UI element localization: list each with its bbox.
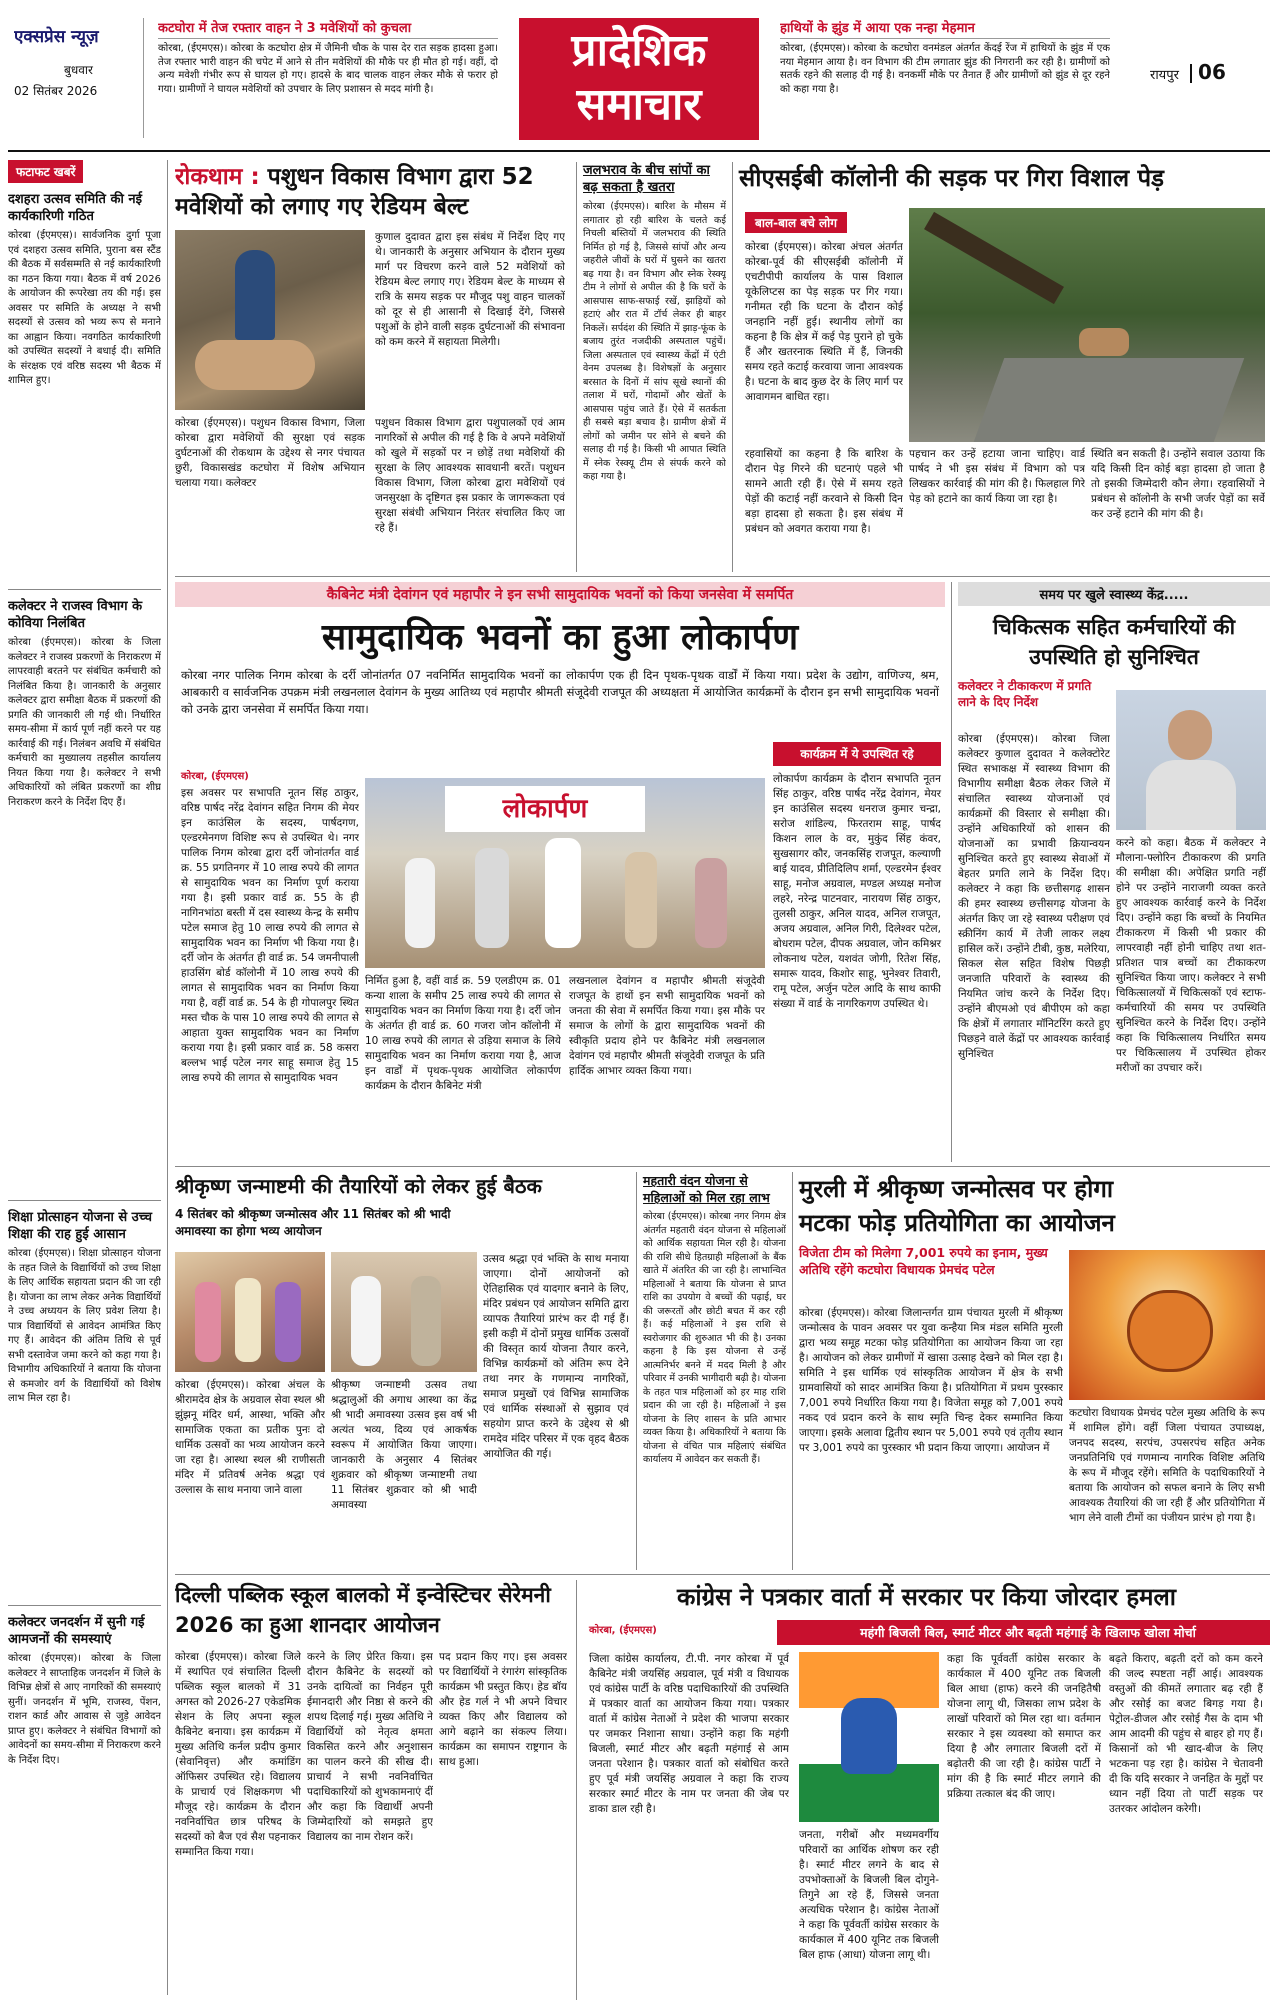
road-shape [974,358,1245,442]
story-column: उत्सव श्रद्धा एवं भक्ति के साथ मनाया जाएगा। दोनों आयोजनों को ऐतिहासिक एवं यादगार बनाने के लिए, मंदिर प्रबंधन एवं आयोजन समिति द्वारा व्यापक तैयारियां प्रारंभ कर दी गई हैं। इसी कड़ी में दोनों प्रमुख धार्मिक उत्सवों की विस्तृत कार्य योजना तैयार करने, विभिन्न कार्यक्रमों को अंतिम रूप देने तथा नगर के गणमान्य नागरिकों, समाज प्रमुखों एवं विभिन्न सामाजिक एवं धार्मिक संस्थाओं से सुझाव एवं सहयोग प्राप्त करने के उद्देश्य से श्री रामदेव मंदिर परिसर में एक वृहद बैठक आयोजित की गई। [483,1253,629,1460]
sidebar-item-text: कोरबा (ईएमएस)। कोरबा के जिला कलेक्टर ने साप्ताहिक जनदर्शन में जिले के विभिन्न क्षेत्रों से आए नागरिकों की समस्याएं सुनीं। जनदर्शन में भूमि, राजस्व, पेंशन, राशन कार्ड और आवास से जुड़े आवेदन प्राप्त हुए। कलेक्टर ने संबंधित विभागों को आवेदनों का समय-सीमा में निराकरण करने के निर्देश दिए। [8,1653,161,1766]
sidebar-item-text: कोरबा (ईएमएस)। कोरबा के जिला कलेक्टर ने राजस्व प्रकरणों के निराकरण में लापरवाही बरतने पर संबंधित कर्मचारी को निलंबित किया है। जानकारी के अनुसार कलेक्टर द्वारा समीक्षा बैठक में प्रकरणों की प्रगति की जानकारी ली गई थी। निर्धारित समय-सीमा में कार्य पूर्ण नहीं करने पर यह कार्रवाई की गई। निलंबन अवधि में संबंधित कर्मचारी का मुख्यालय तहसील कार्यालय नियत किया गया है। कलेक्टर ने सभी अधिकारियों को लंबित प्रकरणों का शीघ्र निराकरण करने के निर्देश दिए हैं। [8,637,161,808]
story-column: करने के लिए प्रेरित किया। इस दौरान कैबिनेट के सदस्यों को उनके दायित्वों का निर्वहन पूरी ईमानदारी और निष्ठा से करने की शपथ दिलाई गई। मुख्य अतिथि ने विद्यार्थियों को नेतृत्व क्षमता विकसित करने और अनुशासन का पालन करने की सीख दी। प्राचार्य ने सभी नवनिर्वाचित पदाधिकारियों को शुभकामनाएं दीं और कहा कि विद्यार्थी अपनी जिम्मेदारियों को समझते हुए विद्यालय का नाम रोशन करें। [307,1651,433,1843]
divider [175,1574,1270,1575]
story-women [636,1172,786,1570]
person-figure [405,858,435,948]
cow-figure [1079,328,1129,356]
person-figure [195,1282,221,1362]
masthead [0,0,1279,150]
story-column: इस अवसर पर सभापति नूतन सिंह ठाकुर, वरिष्ठ पार्षद नरेंद्र देवांगन सहित निगम की मेयर इन काउंसिल के सदस्य, पार्षदगण, एल्डरमेनगण विशिष्ट रूप से उपस्थित थे। नगर पालिक निगम कोरबा द्वारा दर्री जोनांतर्गत वार्ड क्र. 55 प्रगतिनगर में 10 लाख रुपये की लागत से सामुदायिक भवन का निर्माण पूर्ण कराया गया है। इसी प्रकार वार्ड क्र. 55 के ही नागिनभांठा बस्ती में दस स्वास्थ्य केन्द्र के समीप पटेल समाज हेतु 10 लाख रुपये की लागत से सामुदायिक भवन का निर्माण भी किया गया है। दर्री जोन के अंतर्गत ही वार्ड क्र. 54 जमनीपाली हाउसिंग बोर्ड कॉलोनी में 10 लाख रुपये की लागत से सामुदायिक भवन का निर्माण किया गया है, वहीं वार्ड क्र. 54 के ही गोपालपुर स्थित मस्त चौक के पास 10 लाख रुपये की लागत से आहाता युक्त सामुदायिक भवन का निर्माण कराया गया है। इसी प्रकार वार्ड क्र. 58 कसरा बल्लभ भाई पटेल नगर साहू समाज हेतु 15 लाख रुपये की लागत से सामुदायिक भवन [181,787,359,1084]
story-title: सीएसईबी कॉलोनी की सड़क पर गिरा विशाल पेड़ [739,164,1164,192]
person-figure [235,1278,261,1362]
issue-day: बुधवार [64,63,93,77]
story-column: बढ़ते किराए, बढ़ती दरों को कम करने की जल्द स्पष्टता नहीं आई। आवश्यक वस्तुओं की कीमतें लगातार बढ़ रही हैं और रसोई का बजट बिगड़ गया है। पेट्रोल-डीजल और रसोई गैस के दाम भी आम आदमी की पहुंच से बाहर हो गए हैं। किसानों को भी खाद-बीज के लिए भटकना पड़ रहा है। कांग्रेस ने चेतावनी दी कि यदि सरकार ने जनहित के मुद्दों पर ध्यान नहीं दिया तो पार्टी सड़क पर उतरकर आंदोलन करेगी। [1109,1653,1263,1815]
story-column: कुणाल दुदावत द्वारा इस संबंध में निर्देश दिए गए थे। जानकारी के अनुसार अभियान के दौरान मुख्य मार्ग पर विचरण करने वाले 52 मवेशियों को रेडियम बेल्ट लगाए गए। रेडियम बेल्ट के माध्यम से रात्रि के समय सड़क पर मौजूद पशु वाहन चालकों को दूर से ही आसानी से दिखाई देंगे, जिससे पशुओं के होने वाली सड़क दुर्घटनाओं की संभावना को कम करने में सहायता मिलेगी। [375,231,565,348]
story-health [951,582,1270,1162]
story-column: स्थिति बन सकती है। उन्होंने सवाल उठाया कि यदि किसी दिन कोई बड़ा हादसा हो जाता है तो इसकी जिम्मेदारी कौन लेगा। रहवासियों ने प्रबंधन से कॉलोनी के सभी जर्जर पेड़ों का सर्वे कर उन्हें हटाने की मांग की है। [1091,448,1265,520]
sidebar-item-text: कोरबा (ईएमएस)। शिक्षा प्रोत्साहन योजना के तहत जिले के विद्यार्थियों को उच्च शिक्षा के लिए आर्थिक सहायता प्रदान की जा रही है। योजना का लाभ लेकर अनेक विद्यार्थियों ने उच्च अध्ययन के लिए प्रवेश लिया है। पात्र विद्यार्थियों से आवेदन आमंत्रित किए गए हैं। आवेदन की अंतिम तिथि से पूर्व सभी दस्तावेज जमा करने को कहा गया है। विभागीय अधिकारियों ने बताया कि योजना से कमजोर वर्ग के विद्यार्थियों को विशेष लाभ मिल रहा है। [8,1248,161,1404]
story-column: जनता, गरीबों और मध्यमवर्गीय परिवारों का आर्थिक शोषण कर रही है। स्मार्ट मीटर लगने के बाद से उपभोक्ताओं के बिजली बिल दोगुने-तिगुने आ रहे हैं, जिससे जनता अत्यधिक परेशान है। कांग्रेस नेताओं ने कहा कि पूर्ववर्ती कांग्रेस सरकार के कार्यकाल में 400 यूनिट तक बिजली बिल हाफ (आधा) योजना लागू थी। [799,1829,939,1961]
paper-name: एक्सप्रेस न्यूज़ [14,27,99,47]
teaser-text: कोरबा, (ईएमएस)। कोरबा के कटघोरा क्षेत्र में जैमिनी चौक के पास देर रात सड़क हादसा हुआ। तेज रफ्तार भारी वाहन की चपेट में आने से तीन मवेशियों की मौके पर ही मौत हो गई। वहीं, दो अन्य मवेशी गंभीर रूप से घायल हो गए। हादसे के बाद चालक वाहन लेकर मौके से फरार हो गया। ग्रामीणों ने घायल मवेशियों को उपचार के लिए प्रशासन से मदद मांगी है। [158,43,498,95]
dateline: कोरबा, (ईएमएस) [589,1625,657,1636]
story-column: कहा कि पूर्ववर्ती कांग्रेस सरकार के कार्यकाल में 400 यूनिट तक बिजली बिल आधा (हाफ) करने की जनहितैषी योजना लागू थी, जिसका लाभ प्रदेश के लाखों परिवारों को मिल रहा था। वर्तमान सरकार ने इस व्यवस्था को समाप्त कर दिया है और लगातार बिजली दरों में बढ़ोतरी की जा रही है। कांग्रेस पार्टी ने मांग की है कि स्मार्ट मीटर लगाने की प्रक्रिया तत्काल बंद की जाए। [947,1653,1101,1800]
story-cattle [175,162,570,572]
page-number-box [1150,60,1270,100]
portrait-head [1168,710,1212,760]
section-title-box [519,18,759,140]
story-column: कटघोरा विधायक प्रेमचंद पटेल मुख्य अतिथि के रूप में शामिल होंगे। वहीं जिला पंचायत उपाध्यक्ष, जनपद सदस्य, सरपंच, उपसरपंच सहित अनेक जनप्रतिनिधि एवं गणमान्य नागरिक विशिष्ट अतिथि के रूप में मौजूद रहेंगे। समिति के पदाधिकारियों ने बताया कि आयोजन को सफल बनाने के लिए सभी आवश्यक तैयारियां की जा रही हैं और प्रतियोगिता में भाग लेने वाली टीमों का पंजीयन प्रारंभ हो गया है। [1069,1407,1265,1524]
sidebar-item [8,598,161,1201]
story-column: लखनलाल देवांगन व महापौर श्रीमती संजूदेवी राजपूत के हाथों इन सभी सामुदायिक भवनों को जनता की सेवा में समर्पित किया गया। इस मौके पर समाज के लोगों के द्वारा सामुदायिक भवनों की स्वीकृति प्रदाय होने पर कैबिनेट मंत्री लखनलाल देवांगन एवं महापौर श्रीमती संजूदेवी राजपूत के प्रति हार्दिक आभार व्यक्त किया गया। [569,975,765,1077]
divider [175,1166,1270,1167]
masthead-rule [8,150,1270,152]
story-column: पशुधन विकास विभाग द्वारा पशुपालकों एवं आम नागरिकों से अपील की गई है कि वे अपने मवेशियों को खुले में सड़कों पर न छोड़ें तथा मवेशियों की सुरक्षा के लिए आवश्यक सावधानी बरतें। पशुधन विकास विभाग, जिला कोरबा द्वारा मवेशियों एवं जनसुरक्षा के दृष्टिगत इस प्रकार के जागरूकता एवं सुरक्षा संबंधी अभियान निरंतर संचालित किए जा रहे हैं। [375,417,565,534]
story-column: श्रीकृष्ण जन्माष्टमी उत्सव तथा श्रद्धालुओं की अगाध आस्था का केंद्र श्री भादी अमावस्या उत्सव इस वर्ष भी अत्यंत भव्य, दिव्य एवं आकर्षक स्वरूप में आयोजित किया जाएगा। जानकारी के अनुसार 4 सितंबर शुक्रवार को श्रीकृष्ण जन्माष्टमी तथा 11 सितंबर शुक्रवार को श्री भादी अमावस्या [331,1379,477,1511]
story-column: कोरबा (ईएमएस)। कोरबा अंचल अंतर्गत कोरबा-पूर्व की सीएसईबी कॉलोनी में एचटीपीपी कार्यालय के पास विशाल यूकेलिप्टस का पेड़ सड़क पर गिर गया। गनीमत रही कि घटना के दौरान कोई जनहानि नहीं हुई। स्थानीय लोगों का कहना है कि क्षेत्र में कई पेड़ पुराने हो चुके हैं और खतरनाक स्थिति में हैं, जिनकी समय रहते कटाई करवाया जाना आवश्यक है। घटना के बाद कुछ देर के लिए मार्ग पर आवागमन बाधित रहा। [745,241,903,403]
story-title: कांग्रेस ने पत्रकार वार्ता में सरकार पर किया जोरदार हमला [676,1583,1176,1611]
story-kicker: रोकथाम : [175,164,260,190]
divider [175,576,1270,577]
story-title: चिकित्सक सहित कर्मचारियों की उपस्थिति हो सुनिश्चित [992,615,1236,669]
sidebar [8,160,168,1995]
story-kicker: कैबिनेट मंत्री देवांगन एवं महापौर ने इन सभी सामुदायिक भवनों को किया जनसेवा में समर्पित [175,582,945,607]
story-congress [576,1580,1270,2000]
story-subkicker: महंगी बिजली बिल, स्मार्ट मीटर और बढ़ती महंगाई के खिलाफ खोला मोर्चा [777,1620,1270,1645]
sidebar-item-title: कलेक्टर ने राजस्व विभाग के कोविया निलंबित [8,599,143,631]
story-title: जलभराव के बीच सांपों का बढ़ सकता है खतरा [583,163,710,195]
photo-caption: कोरबा (ईएमएस)। कोरबा अंचल के श्रीरामदेव क्षेत्र के अग्रवाल सेवा स्थल श्री झुंझनू मंदिर धर्म, आस्था, भक्ति और सामाजिक एकता का प्रतीक पुनः दो धार्मिक उत्सवों का भव्य आयोजन करने जा रहा है। आस्था स्थल श्री राणीसती मंदिर में प्रतिवर्ष अनेक श्रद्धा एवं उल्लास के साथ मनाया जाने वाला [175,1379,325,1496]
section-title-line2: समाचार [576,79,702,130]
collector-portrait [1116,690,1266,830]
person-figure [351,1276,381,1366]
story-subkicker: विजेता टीम को मिलेगा 7,001 रुपये का इनाम, मुख्य अतिथि रहेंगे कटघोरा विधायक प्रेमचंद पटेल [799,1245,1048,1277]
story-intro: कोरबा नगर पालिक निगम कोरबा के दर्री जोनांतर्गत 07 नवनिर्मित सामुदायिक भवनों का लोकार्पण एक ही दिन पृथक-पृथक वार्डों में किया गया। प्रदेश के उद्योग, वाणिज्य, श्रम, आबकारी व सार्वजनिक उपक्रम मंत्री लखनलाल देवांगन के मुख्य आतिथ्य एवं महापौर श्रीमती संजूदेवी राजपूत की अध्यक्षता में आयोजित कार्यक्रमों के दौरान इन सभी सामुदायिक भवनों को उनके द्वारा जनसेवा में समर्पित किया गया। [181,668,939,716]
person-figure [235,250,275,340]
story-column: पद प्रदान किए गए। इस अवसर पर विद्यार्थियों ने रंगारंग सांस्कृतिक कार्यक्रम भी प्रस्तुत किए। हेड बॉय और हेड गर्ल ने भी अपने विचार व्यक्त किए और विद्यालय को आगे बढ़ाने का संकल्प लिया। कार्यक्रम का समापन राष्ट्रगान के साथ हुआ। [439,1651,567,1768]
person-figure [625,852,657,948]
top-left-teaser [158,18,498,128]
story-photo [175,230,365,410]
section-title-line1: प्रादेशिक [571,25,707,76]
story-kicker: समय पर खुले स्वास्थ्य केंद्र..... [958,582,1270,606]
sidebar-item [8,191,161,590]
city-label: रायपुर [1150,68,1179,83]
story-text: कोरबा (ईएमएस)। कोरबा नगर निगम क्षेत्र अंतर्गत महतारी वंदन योजना से महिलाओं को आर्थिक सहायता मिल रही है। योजना की राशि सीधे हितग्राही महिलाओं के बैंक खाते में अंतरित की जा रही है। लाभान्वित महिलाओं ने बताया कि योजना से प्राप्त राशि का उपयोग वे बच्चों की पढ़ाई, घर की जरूरतों और छोटी बचत में कर रही हैं। कई महिलाओं ने इस राशि से स्वरोजगार की शुरुआत भी की है। उनका कहना है कि इस योजना से उन्हें आत्मनिर्भर बनने में मदद मिली है और परिवार में उनकी भागीदारी बढ़ी है। योजना के तहत पात्र महिलाओं को हर माह राशि प्रदान की जा रही है। महिलाओं ने इस योजना के लिए शासन के प्रति आभार व्यक्त किया है। अधिकारियों ने बताया कि योजना से वंचित पात्र महिलाएं संबंधित कार्यालय में आवेदन कर सकती हैं। [643,1211,786,1465]
story-title: पशुधन विकास विभाग द्वारा 52 मवेशियों को लगाए गए रेडियम बेल्ट [175,164,534,220]
story-subhead: बाल-बाल बचे लोग [745,212,847,233]
story-title: दिल्ली पब्लिक स्कूल बालको में इन्वेस्टिचर सेरेमनी 2026 का हुआ शानदार आयोजन [175,1583,551,1637]
attendees-box [773,742,941,1156]
story-text: कोरबा (ईएमएस)। बारिश के मौसम में लगातार हो रही बारिश के चलते कई निचली बस्तियों में जलभराव की स्थिति निर्मित हो गई है, जिससे सांपों और अन्य जहरीले जीवों के घरों में घुसने का खतरा बढ़ गया है। वन विभाग और स्नेक रेस्क्यू टीम ने लोगों से अपील की है कि घरों के आसपास साफ-सफाई रखें, झाड़ियों को हटाएं और रात में टॉर्च लेकर ही बाहर निकलें। सर्पदंश की स्थिति में झाड़-फूंक के बजाय तुरंत नजदीकी अस्पताल पहुंचें। जिला अस्पताल एवं स्वास्थ्य केंद्रों में एंटी वेनम उपलब्ध है। विशेषज्ञों के अनुसार बरसात के दिनों में सांप सूखे स्थानों की तलाश में घरों, गोदामों और खेतों के आसपास पहुंच जाते हैं। ऐसे में सतर्कता ही सबसे बड़ा बचाव है। ग्रामीण क्षेत्रों में लोगों को जमीन पर सोने से बचने की सलाह दी गई है। किसी भी आपात स्थिति में स्नेक रेस्क्यू टीम से संपर्क करने को कहा गया है। [583,201,726,482]
story-subkicker: 4 सितंबर को श्रीकृष्ण जन्मोत्सव और 11 सितंबर को श्री भादी अमावस्या का होगा भव्य आयोजन [175,1207,451,1238]
story-column: करने को कहा। बैठक में कलेक्टर ने मौलाना-फ्लोरिन टीकाकरण की प्रगति की समीक्षा की। अपेक्षित प्रगति नहीं होने पर उन्होंने नाराजगी व्यक्त करते हुए आवश्यक कार्रवाई करने के निर्देश दिए। उन्होंने कहा कि बच्चों के नियमित टीकाकरण में किसी भी प्रकार की लापरवाही नहीं होनी चाहिए तथा शत-प्रतिशत पात्र बच्चों का टीकाकरण सुनिश्चित किया जाए। कलेक्टर ने सभी चिकित्सालयों में चिकित्सकों एवं स्टाफ-कर्मचारियों की समय पर उपस्थिति सुनिश्चित करने के निर्देश दिए। उन्होंने कहा कि चिकित्सालय निर्धारित समय पर चिकित्सालय में उपस्थित होकर मरीजों का उपचार करें। [1116,837,1266,1074]
page-number: 06 [1198,60,1226,84]
story-community [175,582,945,1162]
sidebar-item-title: दशहरा उत्सव समिति की नई कार्यकारिणी गठित [8,192,142,224]
story-title: श्रीकृष्ण जन्माष्टमी की तैयारियों को लेकर हुई बैठक [175,1174,542,1198]
dateline: कोरबा, (ईएमएस) [181,771,249,782]
matka-pot [1127,1290,1213,1372]
issue-date: 02 सितंबर 2026 [14,84,98,98]
fallen-tree [924,212,1064,304]
attendees-box-title: कार्यक्रम में ये उपस्थित रहे [773,742,941,766]
story-title-line1: मुरली में श्रीकृष्ण जन्मोत्सव पर होगा [799,1175,1114,1203]
story-photo [365,778,765,968]
story-title: सामुदायिक भवनों का हुआ लोकार्पण [321,617,799,658]
story-column: कोरबा (ईएमएस)। कोरबा जिलान्तर्गत ग्राम पंचायत मुरली में श्रीकृष्ण जन्मोत्सव के पावन अवसर पर युवा कन्हैया मित्र मंडल समिति मुरली द्वारा भव्य समूह मटका फोड़ प्रतियोगिता का आयोजन किया जा रहा है। आयोजन को लेकर ग्रामीणों में खासा उत्साह देखने को मिल रहा है। समिति ने इस धार्मिक एवं सांस्कृतिक आयोजन में क्षेत्र के सभी ग्रामवासियों को सादर आमंत्रित किया है। प्रतियोगिता में प्रथम पुरस्कार 7,001 रुपये निर्धारित किया गया है। विजेता समूह को 7,001 रुपये नकद एवं प्रदान करने के साथ स्मृति चिन्ह देकर सम्मानित किया जाएगा। इसके अलावा द्वितीय स्थान पर 5,001 रुपये एवं तृतीय स्थान पर 3,001 रुपये का पुरस्कार भी प्रदान किया जाएगा। आयोजन में [799,1307,1063,1454]
story-column: कोरबा (ईएमएस)। कोरबा जिले में स्थापित एवं संचालित दिल्ली पब्लिक स्कूल बालको में 31 अगस्त को 2026-27 एकेडमिक सेशन के लिए अपना स्कूल कैबिनेट बनाया। इस कार्यक्रम में मुख्य अतिथि कर्नल प्रदीप कुमार (सेवानिवृत्त) और कमांडिंग ऑफिसर उपस्थित रहे। विद्यालय के प्राचार्य एवं शिक्षकगण भी मौजूद रहे। कार्यक्रम के दौरान नवनिर्वाचित छात्र परिषद के सदस्यों को बैज एवं सैश पहनाकर सम्मानित किया गया। [175,1651,301,1858]
story-title: महतारी वंदन योजना से महिलाओं को मिल रहा लाभ [643,1173,770,1205]
teaser-title: कटघोरा में तेज रफ्तार वाहन ने 3 मवेशियों को कुचला [158,18,498,39]
story-murli [792,1172,1270,1570]
portrait-body [1146,760,1236,830]
person-figure [275,1282,301,1362]
sidebar-item-title: कलेक्टर जनदर्शन में सुनी गई आमजनों की समस्याएं [8,1615,145,1647]
story-photo [909,208,1265,442]
sidebar-header: फटाफट खबरें [8,160,83,183]
top-right-teaser [780,18,1110,128]
story-subkicker: कलेक्टर ने टीकाकरण में प्रगति लाने के दिए निर्देश [958,679,1092,709]
sidebar-item [8,1209,161,1606]
matka-photo [1069,1250,1265,1400]
story-column: कोरबा (ईएमएस)। कोरबा जिला कलेक्टर कुणाल दुदावत ने कलेक्टोरेट स्थित सभाकक्ष में स्वास्थ्य विभाग की विभागीय समीक्षा बैठक लेकर जिले में संचालित स्वास्थ्य योजनाओं एवं कार्यक्रमों की विस्तार से समीक्षा की। उन्होंने अधिकारियों को शासन की योजनाओं का प्रभावी क्रियान्वयन सुनिश्चित करते हुए स्वास्थ्य सेवाओं में बेहतर प्रगति लाने के निर्देश दिए। कलेक्टर ने कहा कि छत्तीसगढ़ शासन की हमर स्वास्थ्य छत्तीसगढ़ योजना के अंतर्गत किए जा रहे स्वास्थ्य परीक्षण एवं स्क्रीनिंग कार्य में तेजी लाकर लक्ष्य हासिल करें। उन्होंने टीबी, कुष्ठ, मलेरिया, सिकल सेल सहित विशेष पिछड़ी जनजाति परिवारों के स्वास्थ्य की नियमित जांच करने के निर्देश दिए। उन्होंने बीएमओ एवं बीपीएम को कहा कि क्षेत्रों में लगातार मॉनिटरिंग करते हुए पिछड़ने वाले केंद्रों पर आवश्यक कार्रवाई सुनिश्चित [958,733,1110,1060]
party-logo-photo [799,1652,939,1822]
story-photo-2 [331,1252,477,1372]
person-figure [411,1276,441,1366]
story-column: जिला कांग्रेस कार्यालय, टी.पी. नगर कोरबा में पूर्व कैबिनेट मंत्री जयसिंह अग्रवाल, पूर्व मंत्री व विधायक एवं कांग्रेस पार्टी के वरिष्ठ पदाधिकारियों की उपस्थिति में पत्रकार वार्ता का आयोजन किया गया। पत्रकार वार्ता में कांग्रेस नेताओं ने प्रदेश की भाजपा सरकार पर जमकर निशाना साधा। उन्होंने कहा कि महंगी बिजली, स्मार्ट मीटर और बढ़ती महंगाई से आम जनता परेशान है। पत्रकार वार्ता को संबोधित करते हुए पूर्व मंत्री जयसिंह अग्रवाल ने कहा कि राज्य सरकार स्मार्ट मीटर के नाम पर जनता की जेब पर डाका डाल रही है। [589,1653,789,1815]
story-headline [175,162,570,222]
story-tree [732,162,1270,572]
story-column: पहचान कर उन्हें हटाया जाना चाहिए। वार्ड पार्षद ने भी इस संबंध में विभाग को पत्र लिखकर कार्रवाई की मांग की है। फिलहाल गिरे पेड़ को हटाने का कार्य किया जा रहा है। [909,448,1085,505]
story-column: रहवासियों का कहना है कि बारिश के दौरान पेड़ गिरने की घटनाएं पहले भी सामने आती रही हैं। ऐसे में समय रहते पेड़ों की कटाई नहीं करवाने से किसी दिन बड़ा हादसा हो सकता है। इस संबंध में प्रबंधन को अवगत कराया गया है। [745,448,903,535]
sidebar-item [8,1614,161,1994]
person-figure [545,838,581,948]
story-column: निर्मित हुआ है, वहीं वार्ड क्र. 59 एलडीएम क्र. 01 कन्या शाला के समीप 25 लाख रुपये की लागत से सामुदायिक भवन का निर्माण किया गया है। दर्री जोन के अंतर्गत ही वार्ड क्र. 60 गजरा जोन कॉलोनी में 10 लाख रुपये की लागत से उड़िया समाज के लिये सामुदायिक भवन का निर्माण कराया गया है, आज इन वार्डों में पृथक-पृथक आयोजित लोकार्पण कार्यक्रम के दौरान कैबिनेट मंत्री [365,975,561,1092]
teaser-title: हाथियों के झुंड में आया एक नन्हा मेहमान [780,18,1110,39]
sidebar-item-text: कोरबा (ईएमएस)। सार्वजनिक दुर्गा पूजा एवं दशहरा उत्सव समिति, पुराना बस स्टैंड की बैठक में सर्वसम्मति से नई कार्यकारिणी का गठन किया गया। बैठक में वर्ष 2026 के आयोजन की रूपरेखा तय की गई। इस अवसर पर समिति के अध्यक्ष ने सभी सदस्यों से उत्सव को भव्य रूप से मनाने का आह्वान किया। नवगठित कार्यकारिणी को उपस्थित सदस्यों ने बधाई दी। समिति के संरक्षक एवं वरिष्ठ सदस्य भी बैठक में शामिल हुए। [8,230,161,386]
story-photo [175,1252,325,1372]
attendees-list: लोकार्पण कार्यक्रम के दौरान सभापति नूतन सिंह ठाकुर, वरिष्ठ पार्षद नरेंद्र देवांगन, मेयर इन काउंसिल सदस्य धनराज कुमार चन्द्रा, सरोज शांडिल्य, फिरतराम साहू, पार्षद किशन लाल के वर, मुकुंद सिंह कंवर, सुखसागर कौर, जनकसिंह राजपूत, कल्याणी बाई यादव, प्रीतिदिलिप शर्मा, एल्डरमेन ईश्वर साहू, मनोज अग्रवाल, मण्डल अध्यक्ष मनोज लहरे, नरेन्द्र पाटनवार, नारायण सिंह ठाकुर, तुलसी ठाकुर, अनिल यादव, अनिल राजपूत, अजय अग्रवाल, अनिल गिरी, दिलेश्वर पटेल, बोधराम पटेल, दीपक अग्रवाल, जोन कमिश्नर लोकनाथ पटेल, यशवंत जोगी, रितेश सिंह, समारू यादव, किशोर साहू, भुनेश्वर तिवारी, रामू पटेल, अर्जुन पटेल आदि के साथ काफी संख्या में वार्ड के नागरिकगण उपस्थित थे। [773,773,941,1010]
hand-symbol [841,1698,897,1774]
divider [1190,64,1192,83]
story-title-line2: मटका फोड़ प्रतियोगिता का आयोजन [799,1209,1115,1237]
teaser-text: कोरबा, (ईएमएस)। कोरबा के कटघोरा वनमंडल अंतर्गत केंदई रेंज में हाथियों के झुंड में एक नया मेहमान आया है। वन विभाग की टीम लगातार झुंड की निगरानी कर रही है। ग्रामीणों को सतर्क रहने की सलाह दी गई है। वनकर्मी मौके पर तैनात हैं और ग्रामीणों को झुंड से दूर रहने को कहा गया है। [780,43,1110,95]
cattle-figure [195,340,315,390]
story-janmashtami [175,1172,630,1570]
photo-caption: कोरबा (ईएमएस)। पशुधन विकास विभाग, जिला कोरबा द्वारा मवेशियों की सुरक्षा एवं सड़क दुर्घटनाओं की रोकथाम के उद्देश्य से नगर पंचायत छुरी, विकासखंड कटघोरा में विशेष अभियान चलाया गया। कलेक्टर [175,417,365,489]
story-snake [576,162,726,572]
masthead-paper-box [14,18,144,138]
sidebar-item-title: शिक्षा प्रोत्साहन योजना से उच्च शिक्षा की राह हुई आसान [8,1210,152,1242]
person-figure [475,848,509,948]
person-figure [695,858,727,948]
story-school [175,1580,570,2000]
stage-banner: लोकार्पण [445,786,645,832]
